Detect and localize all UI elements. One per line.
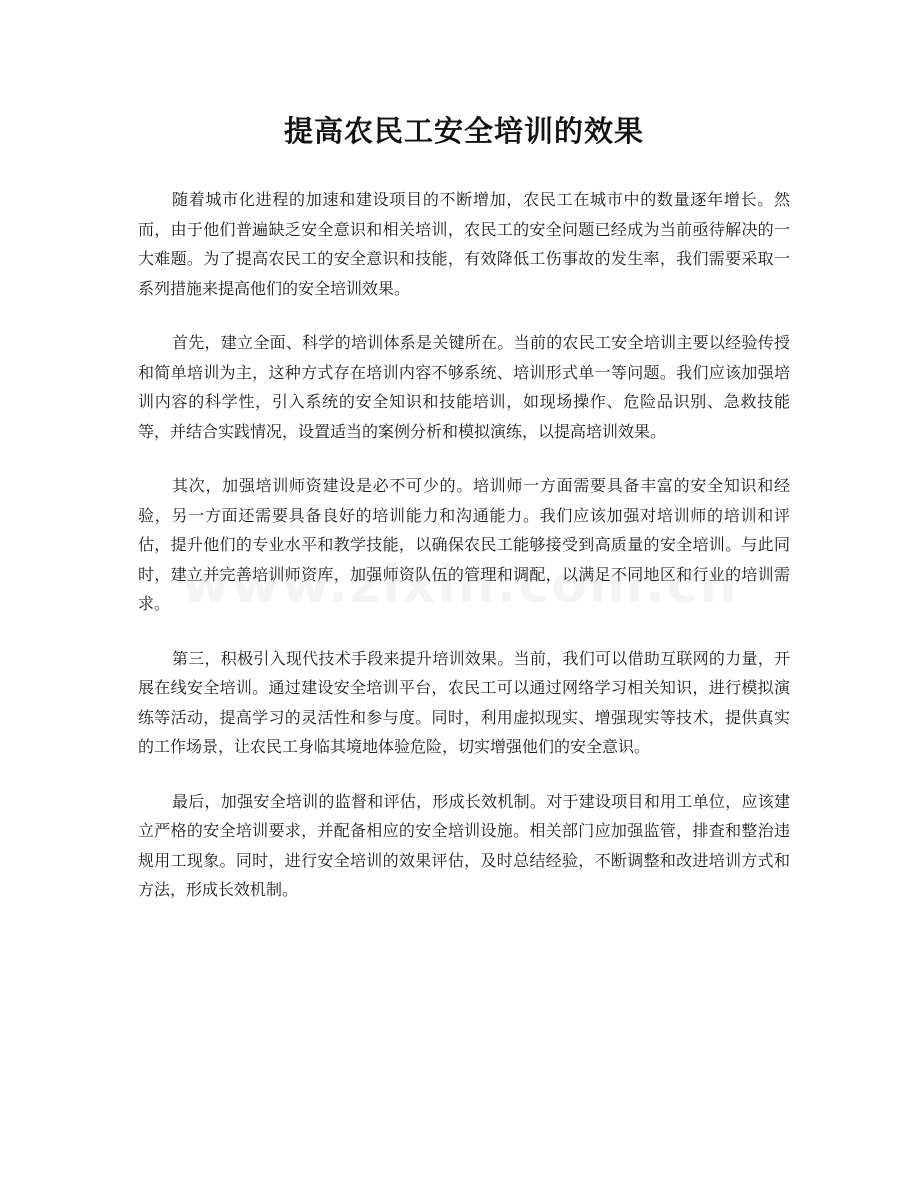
- paragraph-modern-technology: 第三，积极引入现代技术手段来提升培训效果。当前，我们可以借助互联网的力量，开展在线安全培训。通过建设安全培训平台，农民工可以通过网络学习相关知识，进行模拟演练等活动，提高学习的灵活性和参与度。同时，利用虚拟现实、增强现实等技术，提供真实的工作场景，让农民工身临其境地体验危险，切实增强他们的安全意识。: [138, 648, 790, 756]
- document-body: [138, 185, 790, 905]
- paragraph-training-system: 首先，建立全面、科学的培训体系是关键所在。当前的农民工安全培训主要以经验传授和简单培训为主，这种方式存在培训内容不够系统、培训形式单一等问题。我们应该加强培训内容的科学性，引入系统的安全知识和技能培训，如现场操作、危险品识别、急救技能等，并结合实践情况，设置适当的案例分析和模拟演练，以提高培训效果。: [138, 333, 790, 441]
- paragraph-supervision: 最后，加强安全培训的监督和评估，形成长效机制。对于建设项目和用工单位，应该建立严格的安全培训要求，并配备相应的安全培训设施。相关部门应加强监管，排查和整治违规用工现象。同时，进行安全培训的效果评估，及时总结经验，不断调整和改进培训方式和方法，形成长效机制。: [138, 791, 790, 899]
- paragraph-trainer-team: 其次，加强培训师资建设是必不可少的。培训师一方面需要具备丰富的安全知识和经验，另一方面还需要具备良好的培训能力和沟通能力。我们应该加强对培训师的培训和评估，提升他们的专业水平和教学技能，以确保农民工能够接受到高质量的安全培训。与此同时，建立并完善培训师资库，加强师资队伍的管理和调配，以满足不同地区和行业的培训需求。: [138, 476, 790, 613]
- document-title: 提高农民工安全培训的效果: [283, 114, 644, 148]
- paragraph-intro: 随着城市化进程的加速和建设项目的不断增加，农民工在城市中的数量逐年增长。然而，由于他们普遍缺乏安全意识和相关培训，农民工的安全问题已经成为当前亟待解决的一大难题。为了提高农民工的安全意识和技能，有效降低工伤事故的发生率，我们需要采取一系列措施来提高他们的安全培训效果。: [138, 190, 790, 298]
